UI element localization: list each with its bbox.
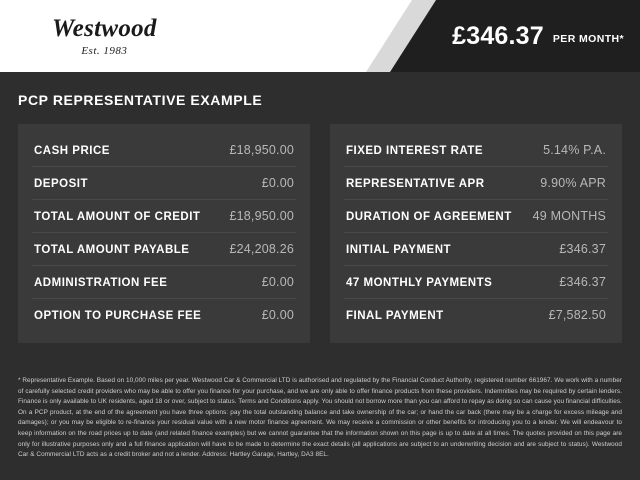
row-value: 49 MONTHS (532, 209, 606, 223)
row-label: 47 MONTHLY PAYMENTS (346, 277, 493, 289)
table-row (344, 299, 608, 331)
table-row (344, 200, 608, 233)
page-title: PCP REPRESENTATIVE EXAMPLE (18, 92, 263, 108)
brand-established: Est. 1983 (81, 45, 128, 57)
row-label: REPRESENTATIVE APR (346, 178, 485, 190)
row-value: £18,950.00 (229, 209, 294, 223)
table-row (32, 299, 296, 331)
table-row (344, 233, 608, 266)
monthly-price (452, 0, 624, 72)
table-row (344, 167, 608, 200)
price-amount: £346.37 (452, 21, 544, 50)
row-value: £0.00 (261, 275, 294, 289)
row-label: FIXED INTEREST RATE (346, 145, 484, 157)
row-value: £0.00 (261, 176, 294, 190)
table-row (32, 134, 296, 167)
row-label: DURATION OF AGREEMENT (346, 211, 512, 223)
row-label: CASH PRICE (34, 145, 110, 157)
table-row (32, 266, 296, 299)
row-value: £7,582.50 (548, 308, 606, 322)
row-value: £346.37 (559, 242, 606, 256)
table-row (32, 200, 296, 233)
row-label: ADMINISTRATION FEE (34, 277, 168, 289)
row-label: FINAL PAYMENT (346, 310, 444, 322)
row-label: INITIAL PAYMENT (346, 244, 452, 256)
row-label: DEPOSIT (34, 178, 88, 190)
row-value: £24,208.26 (229, 242, 294, 256)
finance-panels (0, 108, 640, 343)
row-label: OPTION TO PURCHASE FEE (34, 310, 202, 322)
disclaimer-text: * Representative Example. Based on 10,000 miles per year. Westwood Car & Commercial LTD is authorised and regulated by the Financial Conduct Authority, registered number 661967. We work with a number of carefully selected credit providers who may be able to offer you finance for your purchase, and we are only able to offer finance products from these providers. Indemnities may be required by certain lenders. Finance is only available to UK residents, aged 18 or over, subject to status. Terms and Conditions apply. You should not borrow more than you can afford to repay as doing so can cause you financial difficulties. On a PCP product, at the end of the agreement you have three options: pay the total outstanding balance and take ownership of the car; or hand the car back (there may be a charge for excess mileage and damages); or you may be eligible to re-finance your residual value with a new motor finance agreement. We may receive a commission or other benefits for introducing you to a lender. We will endeavour to keep information on the road prices up to date (and related finance examples) but we cannot guarantee that the information shown on this page is up to date at all times. The quotes provided on this page are only for illustrative purposes only and a full finance application will have to be made to determine the exact details (all applications are subject to an underwriting decision and are subject to status). Westwood Car & Commercial LTD acts as a credit broker and not a lender. Address: Hartley Garage, Hartley, DA3 8EL. (18, 377, 622, 459)
row-value: 5.14% P.A. (543, 143, 606, 157)
row-label: TOTAL AMOUNT OF CREDIT (34, 211, 201, 223)
brand-name: Westwood (52, 15, 157, 42)
price-period: PER MONTH* (552, 32, 624, 45)
table-row (32, 233, 296, 266)
table-row (344, 266, 608, 299)
row-value: £346.37 (559, 275, 606, 289)
row-label: TOTAL AMOUNT PAYABLE (34, 244, 190, 256)
brand-logo (52, 14, 157, 57)
page-header (0, 0, 640, 72)
table-row (32, 167, 296, 200)
row-value: 9.90% APR (540, 176, 606, 190)
right-finance-panel (330, 124, 622, 343)
left-finance-panel (18, 124, 310, 343)
row-value: £18,950.00 (229, 143, 294, 157)
table-row (344, 134, 608, 167)
row-value: £0.00 (261, 308, 294, 322)
